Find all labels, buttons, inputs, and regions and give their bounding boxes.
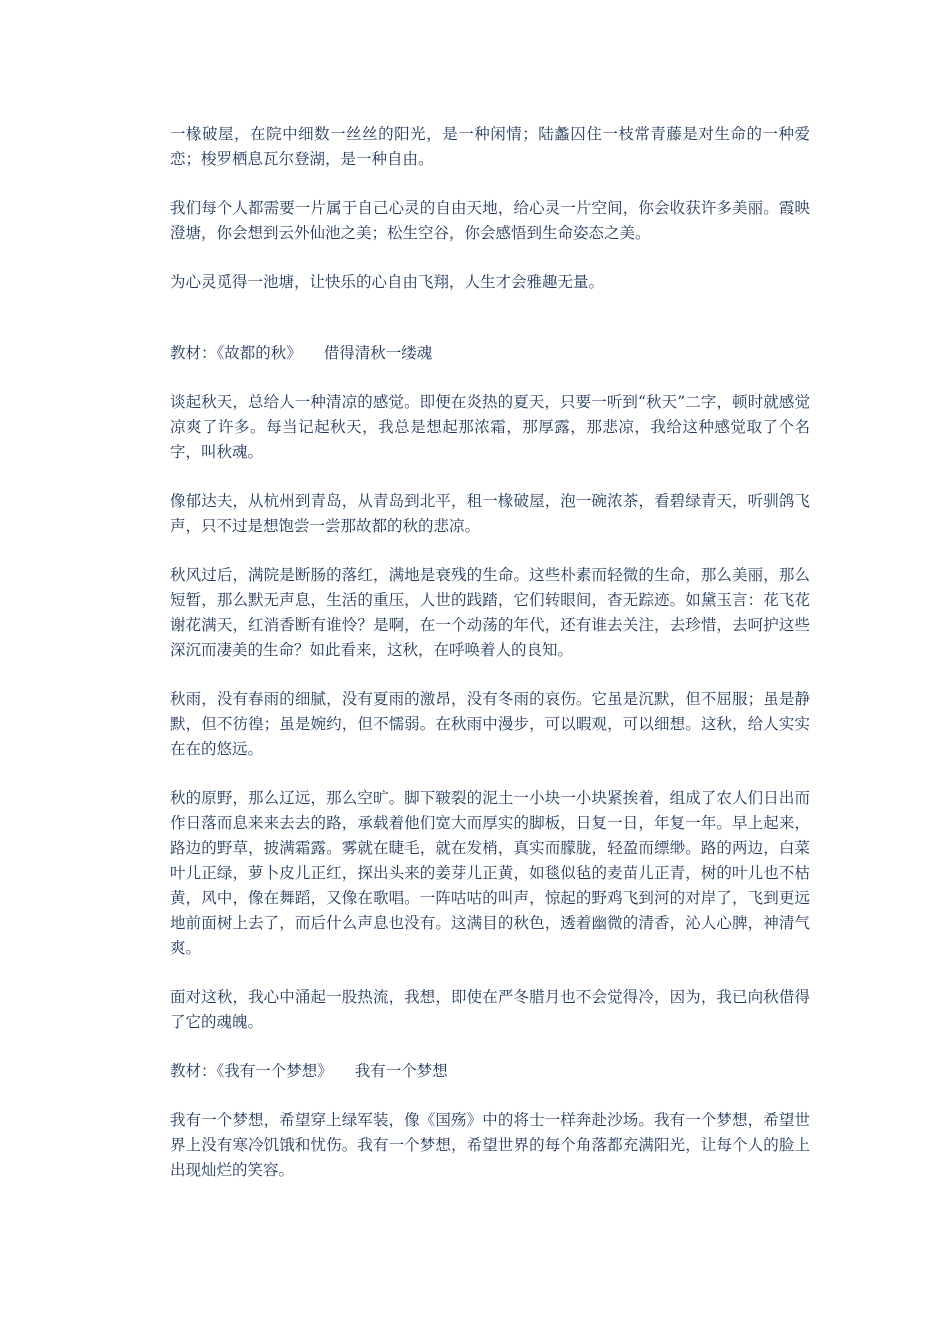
paragraph: 秋雨，没有春雨的细腻，没有夏雨的激昂，没有冬雨的哀伤。它虽是沉默，但不屈服；虽是静默，但不彷徨；虽是婉约，但不懦弱。在秋雨中漫步，可以暇观，可以细想。这秋，给人实实在在的悠远。 <box>170 690 810 758</box>
paragraph: 谈起秋天，总给人一种清凉的感觉。即便在炎热的夏天，只要一听到“秋天”二字，顿时就感觉凉爽了许多。每当记起秋天，我总是想起那浓霜，那厚露，那悲凉，我给这种感觉取了个名字，叫秋魂。 <box>170 393 810 461</box>
section-heading <box>170 1059 810 1084</box>
paragraph: 像郁达夫，从杭州到青岛，从青岛到北平，租一椽破屋，泡一碗浓茶，看碧绿青天，听驯鸽飞声，只不过是想饱尝一尝那故都的秋的悲凉。 <box>170 492 810 535</box>
paragraph: 一椽破屋，在院中细数一丝丝的阳光，是一种闲情；陆蠡囚住一枝常青藤是对生命的一种爱恋；梭罗栖息瓦尔登湖，是一种自由。 <box>170 125 810 168</box>
section-heading <box>170 341 810 366</box>
paragraph: 为心灵觅得一池塘，让快乐的心自由飞翔，人生才会雅趣无量。 <box>170 273 605 291</box>
heading-source: 教材：《故都的秋》 <box>170 344 302 362</box>
paragraph: 秋风过后，满院是断肠的落红，满地是衰残的生命。这些朴素而轻微的生命，那么美丽，那么短暂，那么默无声息，生活的重压，人世的践踏，它们转眼间，杳无踪迹。如黛玉言：花飞花谢花满天，红消香断有谁怜？是啊，在一个动荡的年代，还有谁去关注，去珍惜，去呵护这些深沉而凄美的生命？如此看来，这秋，在呼唤着人的良知。 <box>170 566 810 659</box>
heading-title: 我有一个梦想 <box>354 1062 448 1080</box>
paragraph: 我们每个人都需要一片属于自己心灵的自由天地，给心灵一片空间，你会收获许多美丽。霞映澄塘，你会想到云外仙池之美；松生空谷，你会感悟到生命姿态之美。 <box>170 199 810 242</box>
heading-title: 借得清秋一缕魂 <box>323 344 433 362</box>
paragraph: 秋的原野，那么辽远，那么空旷。脚下皲裂的泥土一小块一小块紧挨着，组成了农人们日出而作日落而息来来去去的路，承载着他们宽大而厚实的脚板，日复一日，年复一年。早上起来，路边的野草，披满霜露。雾就在睫毛，就在发梢，真实而朦胧，轻盈而缥缈。路的两边，白菜叶儿正绿，萝卜皮儿正红，探出头来的姜芽儿正黄，如毯似毡的麦苗儿正青，树的叶儿也不枯黄，风中，像在舞蹈，又像在歌唱。一阵咕咕的叫声，惊起的野鸡飞到河的对岸了，飞到更远地前面树上去了，而后什么声息也没有。这满目的秋色，透着幽微的清香，沁人心脾，神清气爽。 <box>170 789 810 957</box>
document-page <box>170 122 810 1207</box>
paragraph: 我有一个梦想，希望穿上绿军装，像《国殇》中的将士一样奔赴沙场。我有一个梦想，希望世界上没有寒冷饥饿和忧伤。我有一个梦想，希望世界的每个角落都充满阳光，让每个人的脸上出现灿烂的笑容。 <box>170 1111 810 1179</box>
paragraph: 面对这秋，我心中涌起一股热流，我想，即使在严冬腊月也不会觉得冷，因为，我已向秋借得了它的魂魄。 <box>170 988 810 1031</box>
spacer <box>170 319 810 341</box>
heading-source: 教材：《我有一个梦想》 <box>170 1062 333 1080</box>
